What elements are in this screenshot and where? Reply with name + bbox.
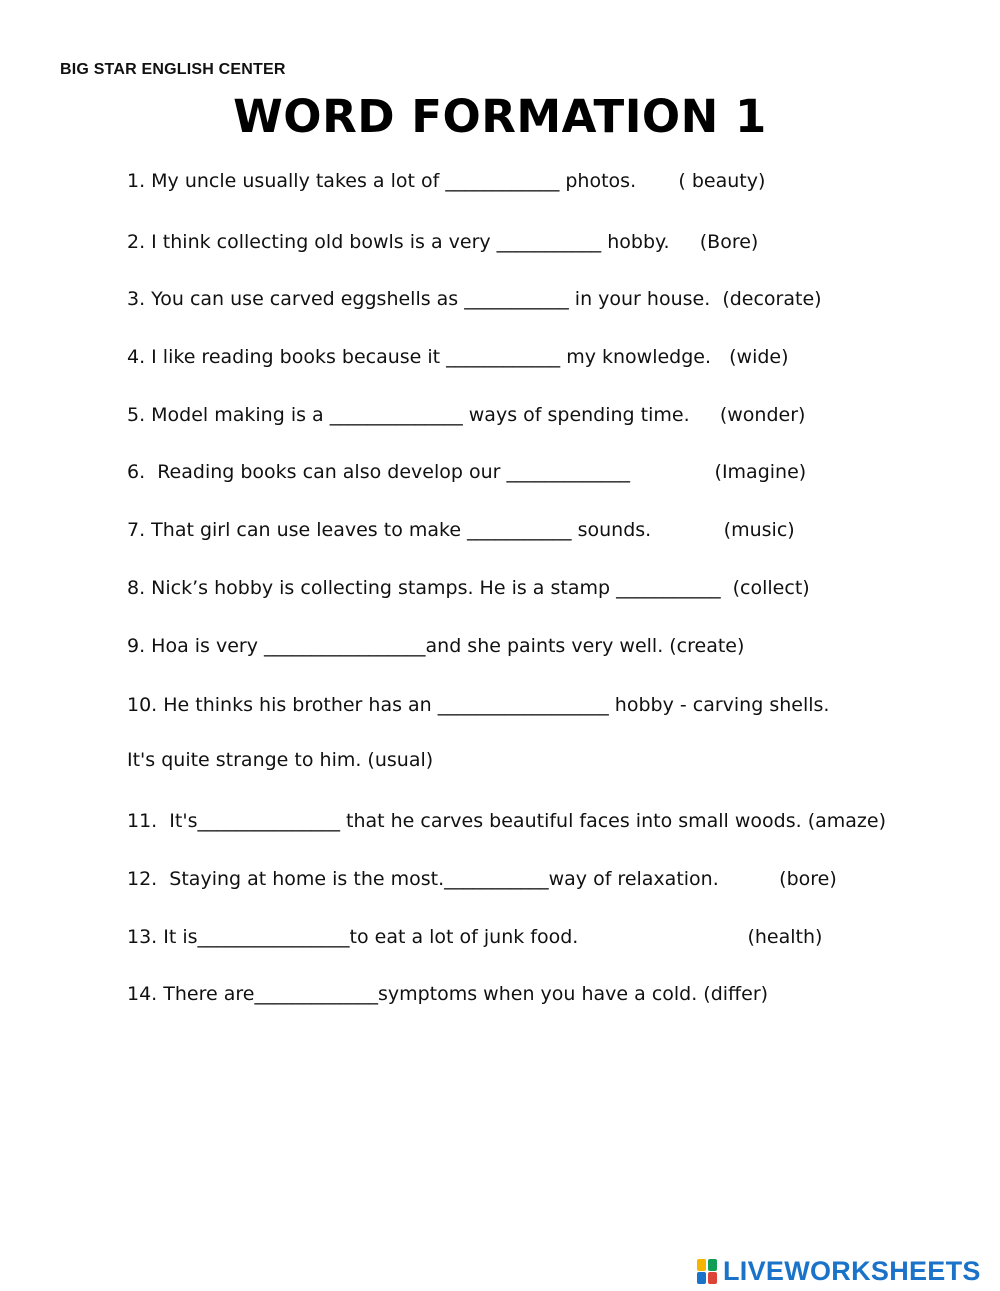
page-title: WORD FORMATION 1 — [233, 90, 767, 143]
question-10-continued: It's quite strange to him. (usual) — [127, 749, 434, 771]
center-name: BIG STAR ENGLISH CENTER — [60, 61, 286, 78]
question-9: 9. Hoa is very _________________and she paints very well. (create) — [127, 635, 745, 657]
logo-text: LIVEWORKSHEETS — [723, 1255, 981, 1286]
question-3: 3. You can use carved eggshells as ___________ in your house. (decorate) — [127, 288, 822, 310]
question-2: 2. I think collecting old bowls is a very ___________ hobby. (Bore) — [127, 231, 759, 253]
question-10: 10. He thinks his brother has an __________________ hobby - carving shells. — [127, 694, 830, 716]
question-7: 7. That girl can use leaves to make ___________ sounds. (music) — [127, 519, 795, 541]
question-11: 11. It's_______________ that he carves beautiful faces into small woods. (amaze) — [127, 810, 886, 832]
question-8: 8. Nick’s hobby is collecting stamps. He is a stamp ___________ (collect) — [127, 577, 810, 599]
question-5: 5. Model making is a ______________ ways of spending time. (wonder) — [127, 404, 806, 426]
liveworksheets-logo[interactable] — [697, 1256, 981, 1286]
question-1: 1. My uncle usually takes a lot of ____________ photos. ( beauty) — [127, 170, 766, 192]
question-4: 4. I like reading books because it ____________ my knowledge. (wide) — [127, 346, 789, 368]
question-13: 13. It is________________to eat a lot of junk food. (health) — [127, 926, 823, 948]
question-12: 12. Staying at home is the most.___________way of relaxation. (bore) — [127, 868, 837, 890]
question-14: 14. There are_____________symptoms when you have a cold. (differ) — [127, 983, 769, 1005]
liveworksheets-logo-icon — [697, 1257, 719, 1285]
question-6: 6. Reading books can also develop our _____________ (Imagine) — [127, 461, 807, 483]
